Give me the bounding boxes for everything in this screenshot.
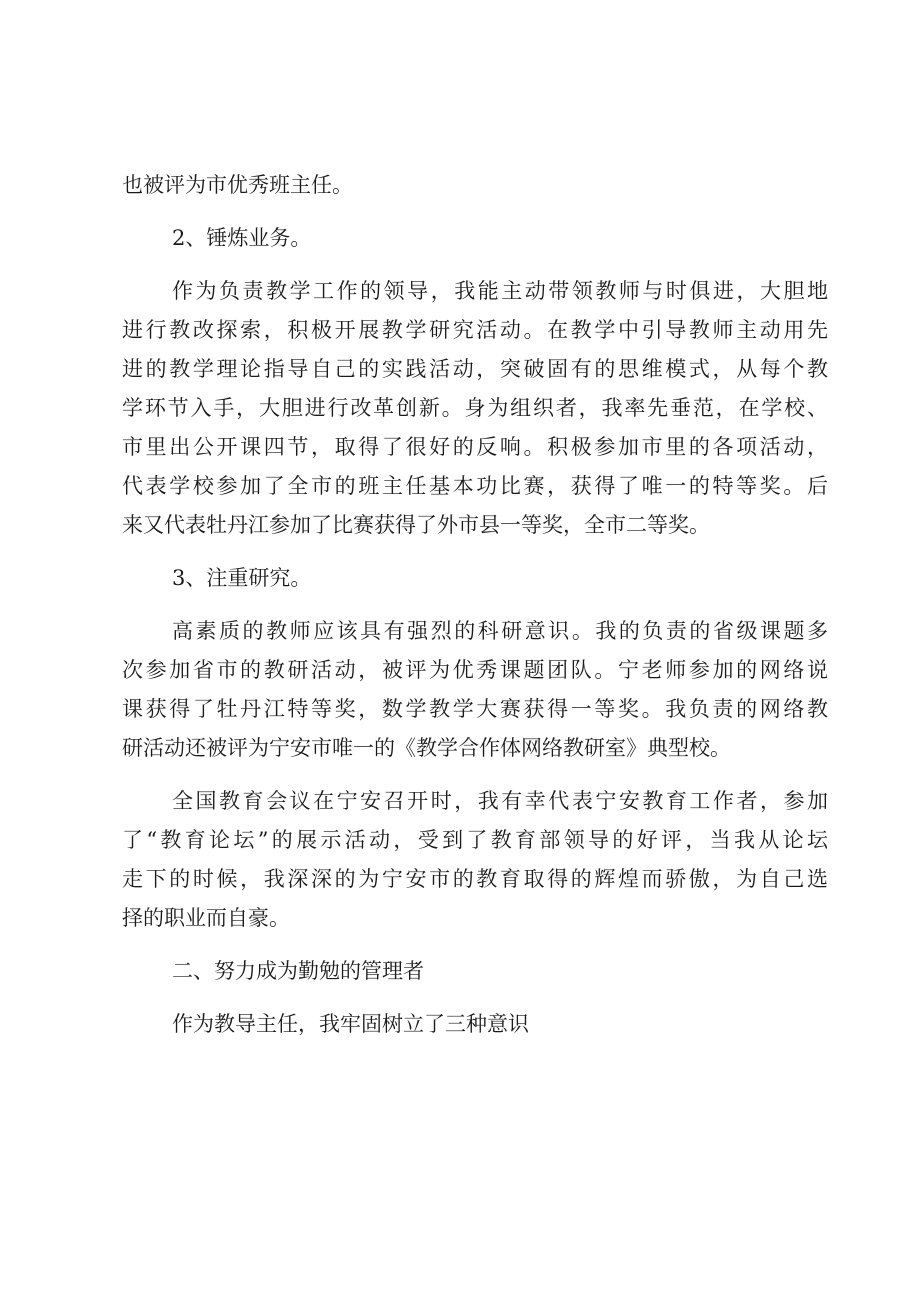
paragraph-line: 也被评为市优秀班主任。 (122, 173, 353, 197)
paragraph-line: 作为教导主任，我牢固树立了三种意识 (172, 1012, 529, 1036)
paragraph-line: 走下的时候，我深深的为宁安市的教育取得的辉煌而骄傲，为自己选 (122, 867, 828, 891)
paragraph-line: 课获得了牡丹江特等奖，数学教学大赛获得一等奖。我负责的网络教 (122, 697, 828, 721)
paragraph-line: 研活动还被评为宁安市唯一的《教学合作体网络教研室》典型校。 (122, 736, 731, 760)
paragraph-line: 进行教改探索，积极开展教学研究活动。在教学中引导教师主动用先 (122, 318, 828, 342)
paragraph-line: 全国教育会议在宁安召开时，我有幸代表宁安教育工作者，参加 (172, 789, 828, 813)
paragraph-line: 择的职业而自豪。 (122, 906, 290, 930)
paragraph-line: 高素质的教师应该具有强烈的科研意识。我的负责的省级课题多 (172, 619, 828, 643)
section-heading-3: 3、注重研究。 (172, 566, 312, 590)
section-heading-two: 二、努力成为勤勉的管理者 (172, 959, 424, 983)
paragraph-line: 代表学校参加了全市的班主任基本功比赛，获得了唯一的特等奖。后 (122, 474, 828, 498)
paragraph-line: 学环节入手，大胆进行改革创新。身为组织者，我率先垂范，在学校、 (122, 396, 828, 420)
paragraph-line: 次参加省市的教研活动，被评为优秀课题团队。宁老师参加的网络说 (122, 658, 828, 682)
paragraph-line: 了“教育论坛”的展示活动，受到了教育部领导的好评，当我从论坛 (122, 828, 828, 852)
paragraph-line: 进的教学理论指导自己的实践活动，突破固有的思维模式，从每个教 (122, 357, 828, 381)
paragraph-line: 来又代表牡丹江参加了比赛获得了外市县一等奖，全市二等奖。 (122, 513, 710, 537)
paragraph-line: 作为负责教学工作的领导，我能主动带领教师与时俱进，大胆地 (172, 279, 828, 303)
section-heading-2: 2、锤炼业务。 (172, 226, 312, 250)
paragraph-line: 市里出公开课四节，取得了很好的反响。积极参加市里的各项活动， (122, 435, 828, 459)
